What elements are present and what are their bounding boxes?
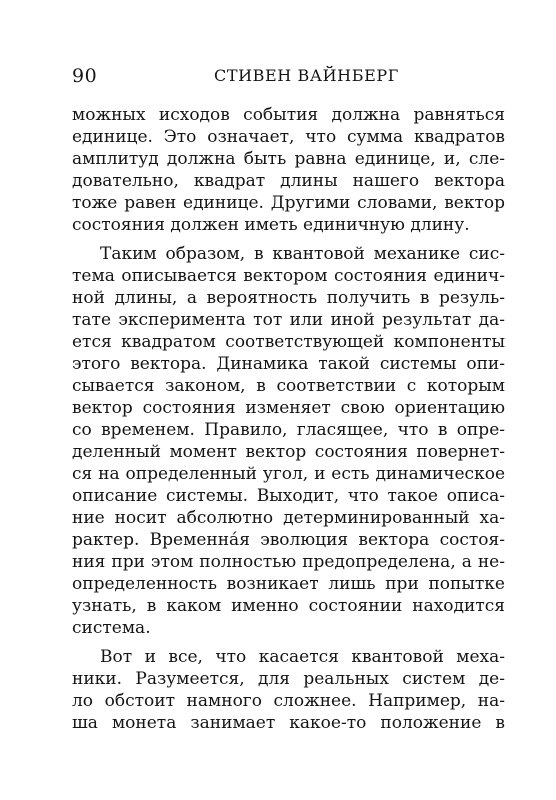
paragraph	[72, 646, 505, 734]
text-line: амплитуд должна быть равна единице, и, сле-	[72, 149, 505, 169]
text-line: ша монета занимает какое-то положение в	[72, 713, 505, 733]
text-line: вектор состояния изменяет свою ориентацию	[72, 398, 505, 418]
text-line: тоже равен единице. Другими словами, вектор	[72, 193, 505, 213]
text-line: ло обстоит намного сложнее. Например, на-	[72, 691, 505, 711]
text-line: этого вектора. Динамика такой системы опи-	[72, 354, 505, 374]
paragraph	[72, 243, 505, 639]
text-line: деленный момент вектор состояния повернет-	[72, 442, 505, 462]
text-line: ники. Разумеется, для реальных систем де-	[72, 669, 505, 689]
text-line: ния при этом полностью предопределена, а не-	[72, 552, 505, 572]
text-line: довательно, квадрат длины нашего вектора	[72, 171, 505, 191]
text-line: тате эксперимента тот или иной результат да-	[72, 310, 505, 330]
body-text	[72, 104, 505, 741]
text-line: ся на определенный угол, и есть динамическое	[72, 464, 505, 484]
paragraph	[72, 104, 505, 236]
text-line: рактер. Временна́я эволюция вектора состоя-	[72, 530, 505, 550]
text-line: Таким образом, в квантовой механике сис-	[100, 244, 505, 264]
text-line: определенность возникает лишь при попытке	[72, 574, 505, 594]
running-head: СТИВЕН ВАЙНБЕРГ	[214, 66, 399, 85]
text-line: единице. Это означает, что сумма квадратов	[72, 127, 505, 147]
page-header	[72, 62, 505, 90]
text-line: тема описывается вектором состояния единич-	[72, 266, 505, 286]
text-line: ной длины, а вероятность получить в резуль-	[72, 288, 505, 308]
text-line: можных исходов события должна равняться	[72, 105, 505, 125]
text-line: состояния должен иметь единичную длину.	[72, 215, 470, 235]
text-line: описание системы. Выходит, что такое описа-	[72, 486, 505, 506]
text-line: система.	[72, 618, 151, 638]
text-line: Вот и все, что касается квантовой меха-	[100, 647, 505, 667]
text-line: ется квадратом соответствующей компоненты	[72, 332, 505, 352]
page-number: 90	[72, 65, 98, 87]
text-line: сывается законом, в соответствии с которым	[72, 376, 505, 396]
text-line: ние носит абсолютно детерминированный ха-	[72, 508, 505, 528]
text-line: со временем. Правило, гласящее, что в опре-	[72, 420, 505, 440]
text-line: узнать, в каком именно состоянии находится	[72, 596, 505, 616]
